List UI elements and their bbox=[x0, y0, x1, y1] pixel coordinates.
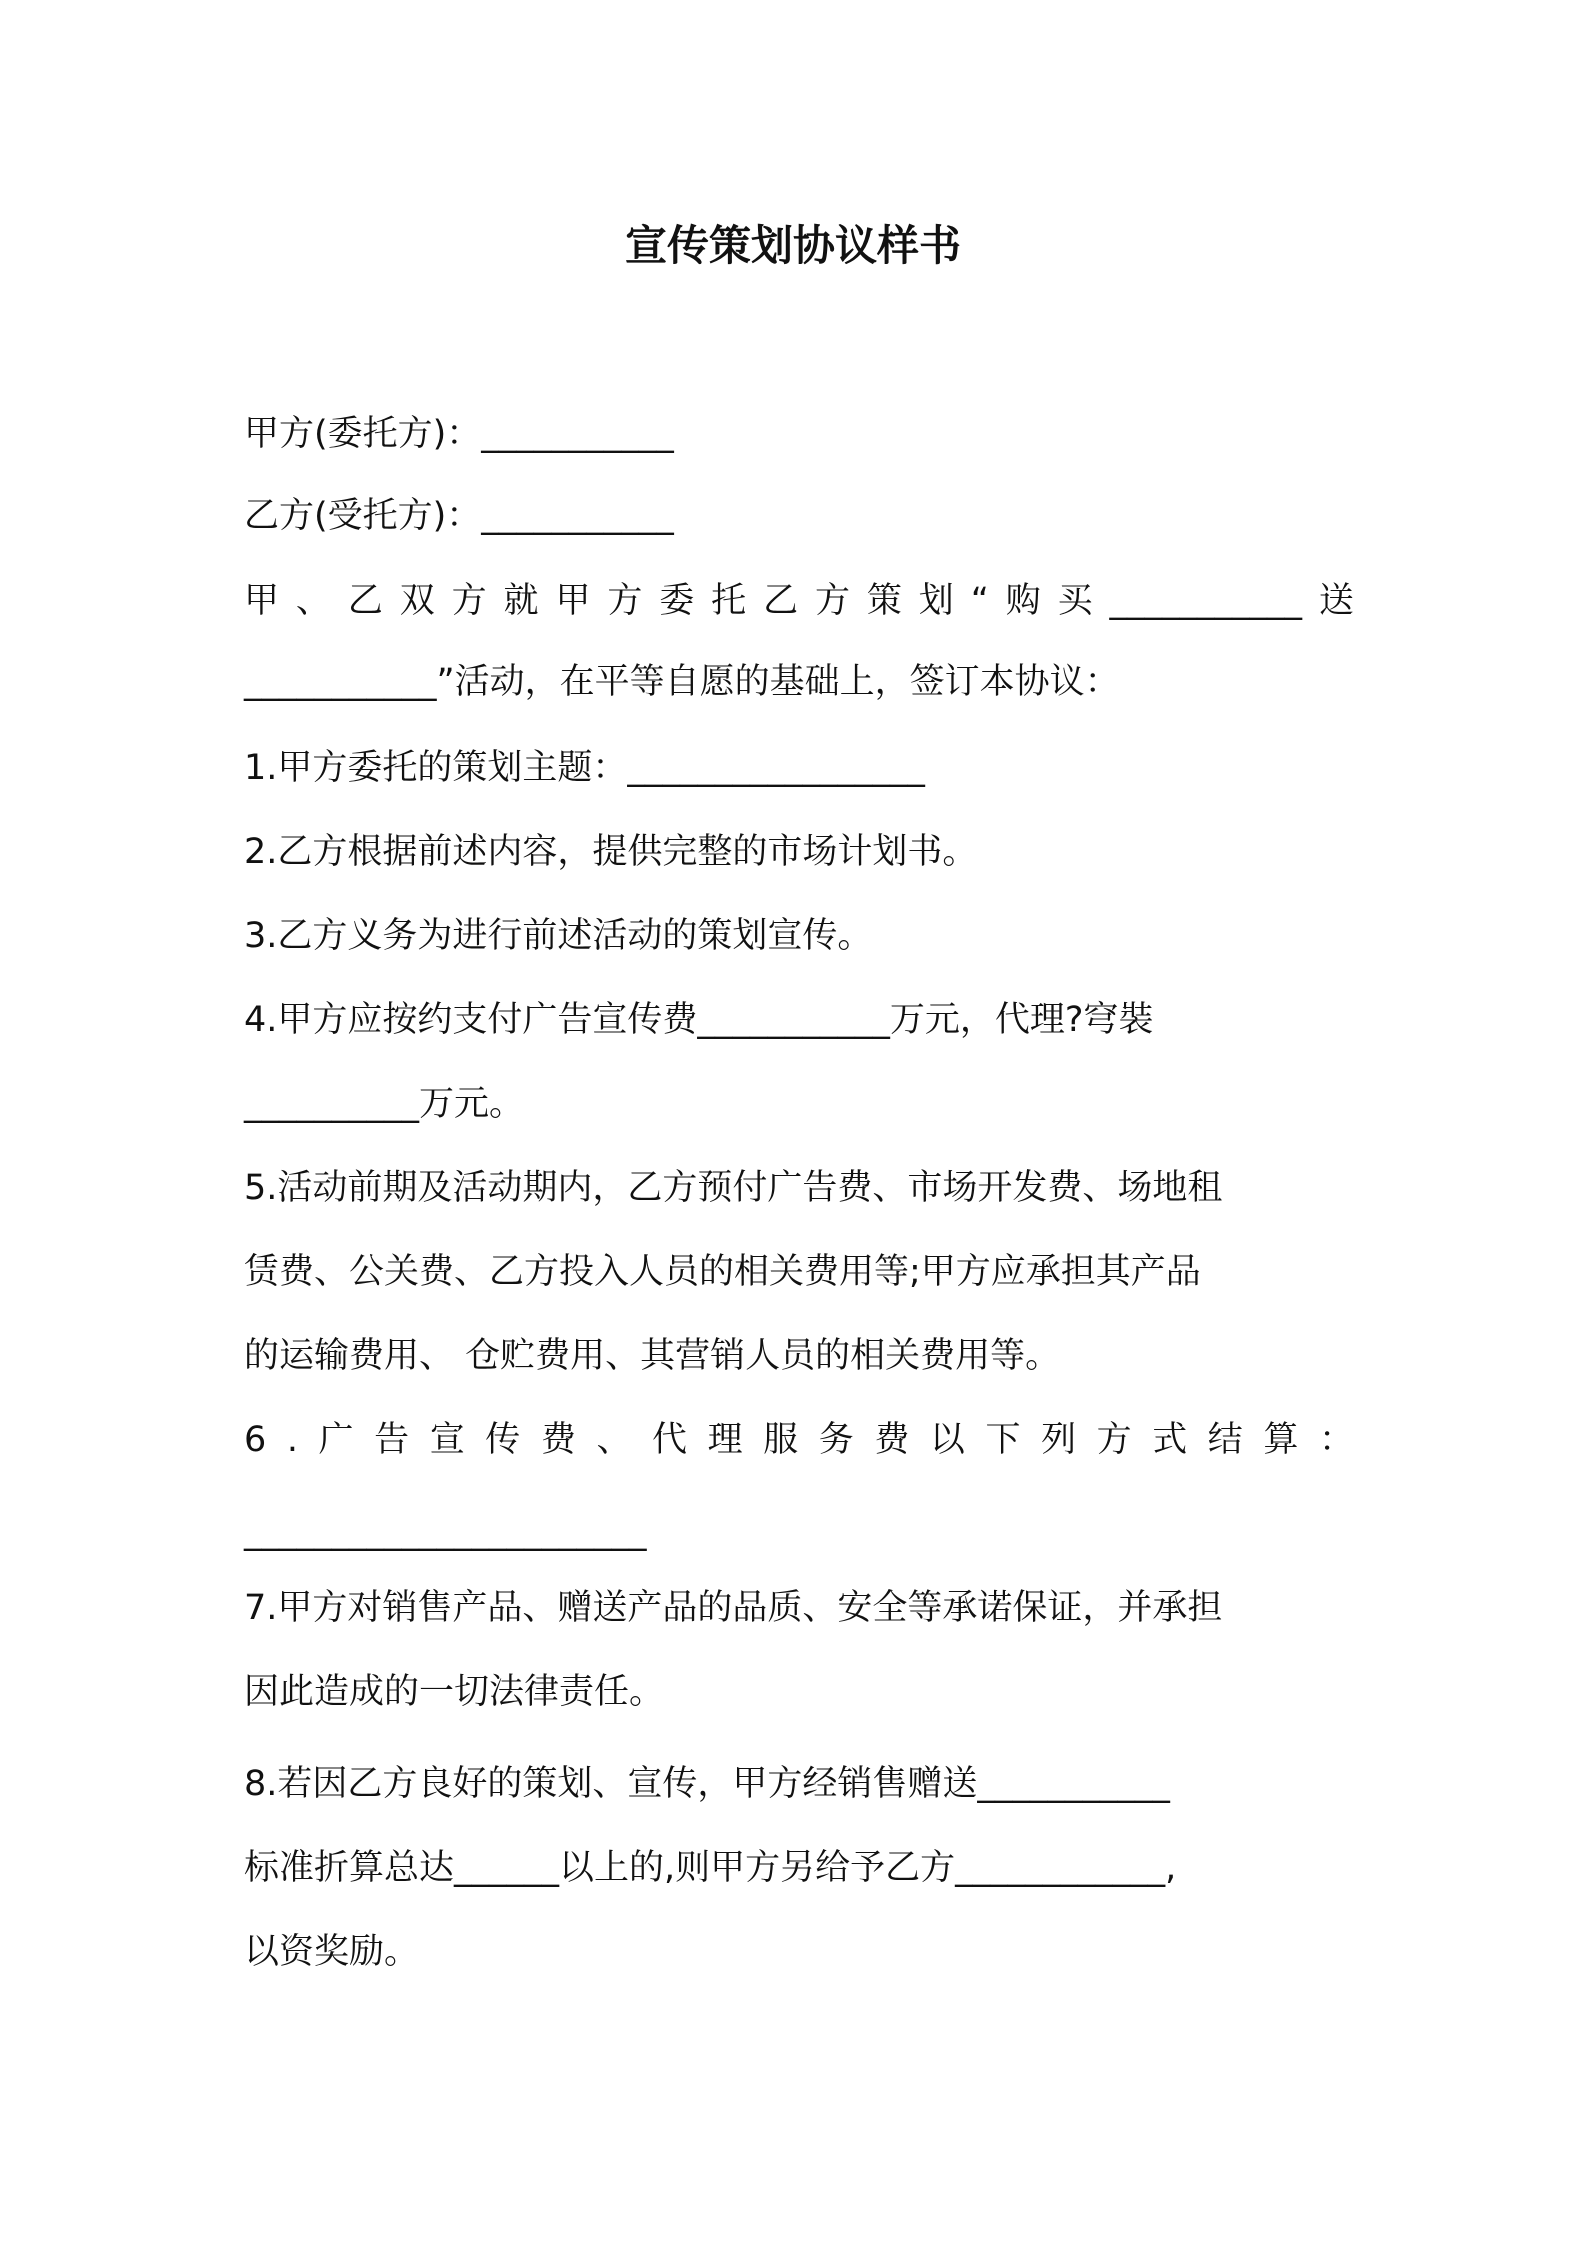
line-char: 划 bbox=[918, 581, 954, 621]
line-char: 广 bbox=[318, 1420, 354, 1460]
line-char: 服 bbox=[763, 1420, 799, 1460]
line-char: 传 bbox=[485, 1420, 521, 1460]
line-char: . bbox=[286, 1420, 298, 1460]
line-char: 算 bbox=[1263, 1420, 1299, 1460]
clause-8-line-3: 以资奖励。 bbox=[244, 1932, 420, 1972]
line-char: 列 bbox=[1041, 1420, 1077, 1460]
clause-4-line-1: 4.甲方应按约支付广告宣传费___________万元，代理?穹裝 bbox=[244, 1000, 1154, 1040]
line-char: 方 bbox=[451, 581, 487, 621]
clause-2: 2.乙方根据前述内容，提供完整的市场计划书。 bbox=[244, 832, 978, 872]
intro-line-2: ___________”活动，在平等自愿的基础上，签订本协议： bbox=[244, 662, 1120, 702]
clause-5-line-1: 5.活动前期及活动期内，乙方预付广告费、市场开发费、场地租 bbox=[244, 1168, 1223, 1208]
line-char: 、 bbox=[295, 581, 331, 621]
line-char: 代 bbox=[652, 1420, 688, 1460]
clause-5-line-3: 的运输费用、 仓贮费用、其营销人员的相关费用等。 bbox=[244, 1336, 1061, 1376]
clause-8-line-2: 标准折算总达______以上的,则甲方另给予乙方____________, bbox=[244, 1848, 1177, 1888]
clause-4-line-2: __________万元。 bbox=[244, 1084, 525, 1124]
party-a-line: 甲方(委托方)：___________ bbox=[244, 414, 674, 454]
line-char: 就 bbox=[503, 581, 539, 621]
line-char: 宣 bbox=[429, 1420, 465, 1460]
line-char: 双 bbox=[399, 581, 435, 621]
line-char: 式 bbox=[1152, 1420, 1188, 1460]
line-char: 方 bbox=[814, 581, 850, 621]
line-char: 甲 bbox=[244, 581, 280, 621]
line-char: 买 bbox=[1057, 581, 1093, 621]
line-char: 乙 bbox=[763, 581, 799, 621]
line-char: 托 bbox=[711, 581, 747, 621]
document-title: 宣传策划协议样书 bbox=[624, 221, 961, 270]
line-char: 委 bbox=[659, 581, 695, 621]
line-char: 策 bbox=[866, 581, 902, 621]
line-char: 方 bbox=[1096, 1420, 1132, 1460]
line-char: 购 bbox=[1005, 581, 1041, 621]
line-char: 费 bbox=[540, 1420, 576, 1460]
clause-3: 3.乙方义务为进行前述活动的策划宣传。 bbox=[244, 916, 873, 956]
clause-7-line-2: 因此造成的一切法律责任。 bbox=[244, 1672, 665, 1712]
line-char: 、 bbox=[596, 1420, 632, 1460]
line-char: 送 bbox=[1318, 581, 1354, 621]
line-char: 甲 bbox=[555, 581, 591, 621]
clause-8-line-1: 8.若因乙方良好的策划、宣传，甲方经销售赠送___________ bbox=[244, 1764, 1170, 1804]
line-char: 告 bbox=[374, 1420, 410, 1460]
line-char: ： bbox=[1318, 1420, 1354, 1460]
line-char: 费 bbox=[874, 1420, 910, 1460]
line-char: 结 bbox=[1207, 1420, 1243, 1460]
line-char: 理 bbox=[707, 1420, 743, 1460]
line-char: 方 bbox=[607, 581, 643, 621]
clause-6-line-1 bbox=[244, 1416, 1354, 1464]
line-char: “ bbox=[970, 581, 989, 621]
party-b-line: 乙方(受托方)：___________ bbox=[244, 496, 674, 536]
line-char: 6 bbox=[244, 1420, 267, 1460]
line-char: 下 bbox=[985, 1420, 1021, 1460]
line-char: 务 bbox=[818, 1420, 854, 1460]
clause-7-line-1: 7.甲方对销售产品、赠送产品的品质、安全等承诺保证，并承担 bbox=[244, 1588, 1223, 1628]
line-char: ___________ bbox=[1109, 581, 1303, 621]
line-char: 乙 bbox=[347, 581, 383, 621]
line-char: 以 bbox=[929, 1420, 965, 1460]
intro-line-1 bbox=[244, 577, 1354, 625]
clause-6-blank: _______________________ bbox=[244, 1512, 647, 1552]
clause-1: 1.甲方委托的策划主题：_________________ bbox=[244, 748, 925, 788]
clause-5-line-2: 赁费、公关费、乙方投入人员的相关费用等;甲方应承担其产品 bbox=[244, 1252, 1201, 1292]
